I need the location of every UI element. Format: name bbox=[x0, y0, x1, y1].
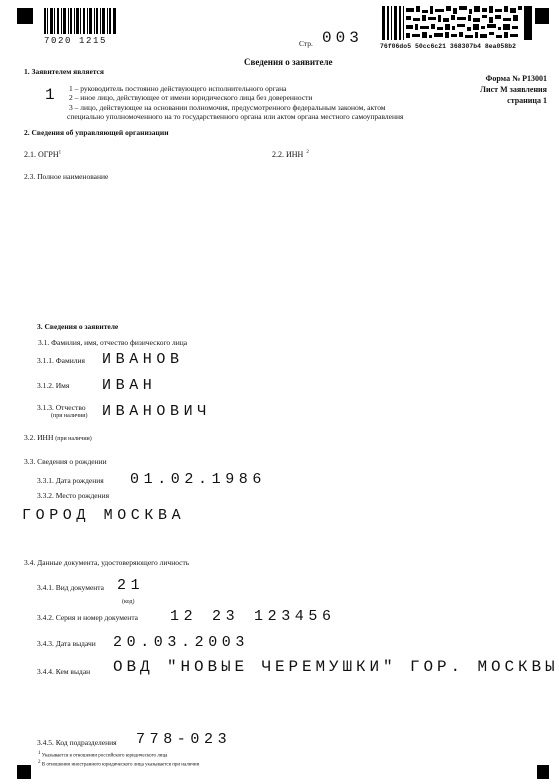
footnote-2-text: В отношении иностранного юридического лица указывается при наличии bbox=[41, 762, 200, 768]
qr-code bbox=[382, 6, 532, 40]
footnote-2: 2 В отношении иностранного юридического лица указывается при наличии bbox=[38, 760, 200, 768]
birth-date-label: 3.3.1. Дата рождения bbox=[37, 476, 104, 485]
option-2: 2 – иное лицо, действующее от имени юридического лица без доверенности bbox=[69, 93, 313, 103]
doc-date-label: 3.4.3. Дата выдачи bbox=[37, 639, 96, 648]
footnotes bbox=[38, 751, 199, 769]
applicant-type-options bbox=[69, 84, 403, 121]
person-inn-label bbox=[24, 433, 92, 442]
doc-series-part-2: 23 bbox=[212, 608, 240, 625]
patronymic-label-text: 3.1.3. Отчество bbox=[37, 403, 86, 412]
doc-issuer-value: ОВД "НОВЫЕ ЧЕРЕМУШКИ" ГОР. МОСКВЫ bbox=[113, 658, 559, 676]
section-3-title: 3. Сведения о заявителе bbox=[37, 322, 119, 331]
barcode-number: 7020 1215 bbox=[44, 36, 108, 46]
birth-place-label: 3.3.2. Место рождения bbox=[37, 491, 110, 500]
option-3: 3 – лицо, действующее на основании полномочия, предусмотренного федеральным законом, актом bbox=[69, 102, 386, 112]
surname-label: 3.1.1. Фамилия bbox=[37, 356, 85, 365]
name-label: 3.1.2. Имя bbox=[37, 381, 70, 390]
qr-code-text: 76f06do5 50cc6c21 368307b4 8ea058b2 bbox=[380, 43, 516, 50]
name-value: ИВАН bbox=[102, 377, 157, 394]
doc-date-value: 20.03.2003 bbox=[113, 634, 250, 651]
registration-mark-bottom-left bbox=[17, 765, 31, 779]
document-title: Сведения о заявителе bbox=[244, 57, 333, 67]
applicant-type-value: 1 bbox=[45, 86, 55, 104]
dept-code-label: 3.4.5. Код подразделения bbox=[37, 738, 117, 747]
org-inn-label bbox=[272, 150, 309, 159]
page-number: 003 bbox=[322, 29, 363, 47]
sheet-label: Лист М заявления bbox=[480, 85, 547, 94]
option-3-continued: специально уполномоченного на то государственного органа или актом органа местного самоуправления bbox=[67, 111, 404, 121]
option-1: 1 – руководитель постоянно действующего исполнительного органа bbox=[69, 84, 287, 93]
sheet-page-label: страница 1 bbox=[507, 96, 547, 105]
person-inn-label-sub: (при наличии) bbox=[55, 436, 92, 442]
registration-mark-bottom-right bbox=[537, 765, 549, 779]
ogrn-label-text: 2.1. ОГРН bbox=[24, 150, 59, 159]
fio-label: 3.1. Фамилия, имя, отчество физического лица bbox=[38, 338, 188, 347]
org-fullname-label: 2.3. Полное наименование bbox=[24, 172, 109, 181]
patronymic-label bbox=[37, 404, 88, 420]
doc-type-value: 21 bbox=[117, 577, 145, 594]
doc-series-part-1: 12 bbox=[170, 608, 198, 625]
birth-date-value: 01.02.1986 bbox=[130, 471, 267, 488]
surname-value: ИВАНОВ bbox=[102, 351, 184, 368]
person-inn-label-text: 3.2. ИНН bbox=[24, 433, 54, 442]
section-2-title: 2. Сведения об управляющей организации bbox=[24, 128, 169, 137]
org-inn-footnote-ref: 2 bbox=[306, 150, 309, 156]
birth-label: 3.3. Сведения о рождении bbox=[24, 457, 107, 466]
doc-type-sub: (код) bbox=[122, 599, 135, 605]
ogrn-footnote-ref: 1 bbox=[58, 150, 62, 156]
footnote-1-text: Указывается в отношении российского юридического лица bbox=[41, 753, 168, 759]
org-inn-label-text: 2.2. ИНН bbox=[272, 150, 304, 159]
patronymic-value: ИВАНОВИЧ bbox=[102, 403, 211, 420]
patronymic-label-sub: (при наличии) bbox=[51, 413, 88, 419]
doc-type-label: 3.4.1. Вид документа bbox=[37, 583, 104, 592]
barcode bbox=[44, 8, 116, 34]
form-info bbox=[480, 73, 547, 106]
barcode-graphic bbox=[44, 8, 116, 34]
doc-number-value: 123456 bbox=[254, 608, 336, 625]
page-label: Стр. bbox=[299, 39, 313, 48]
qr-code-graphic bbox=[382, 6, 532, 40]
section-1-title: 1. Заявителем является bbox=[24, 67, 104, 76]
form-number: Форма № Р13001 bbox=[485, 74, 547, 83]
ogrn-label bbox=[24, 150, 61, 159]
id-doc-label: 3.4. Данные документа, удостоверяющего личность bbox=[24, 558, 190, 567]
birth-place-value: ГОРОД МОСКВА bbox=[22, 507, 186, 524]
footnote-1: 1 Указывается в отношении российского юридического лица bbox=[38, 751, 168, 759]
doc-issuer-label: 3.4.4. Кем выдан bbox=[37, 667, 91, 676]
registration-mark-top-right bbox=[535, 8, 549, 24]
dept-code-value: 778-023 bbox=[136, 731, 232, 748]
registration-mark-top-left bbox=[17, 8, 33, 24]
doc-series-label: 3.4.2. Серия и номер документа bbox=[37, 613, 139, 622]
